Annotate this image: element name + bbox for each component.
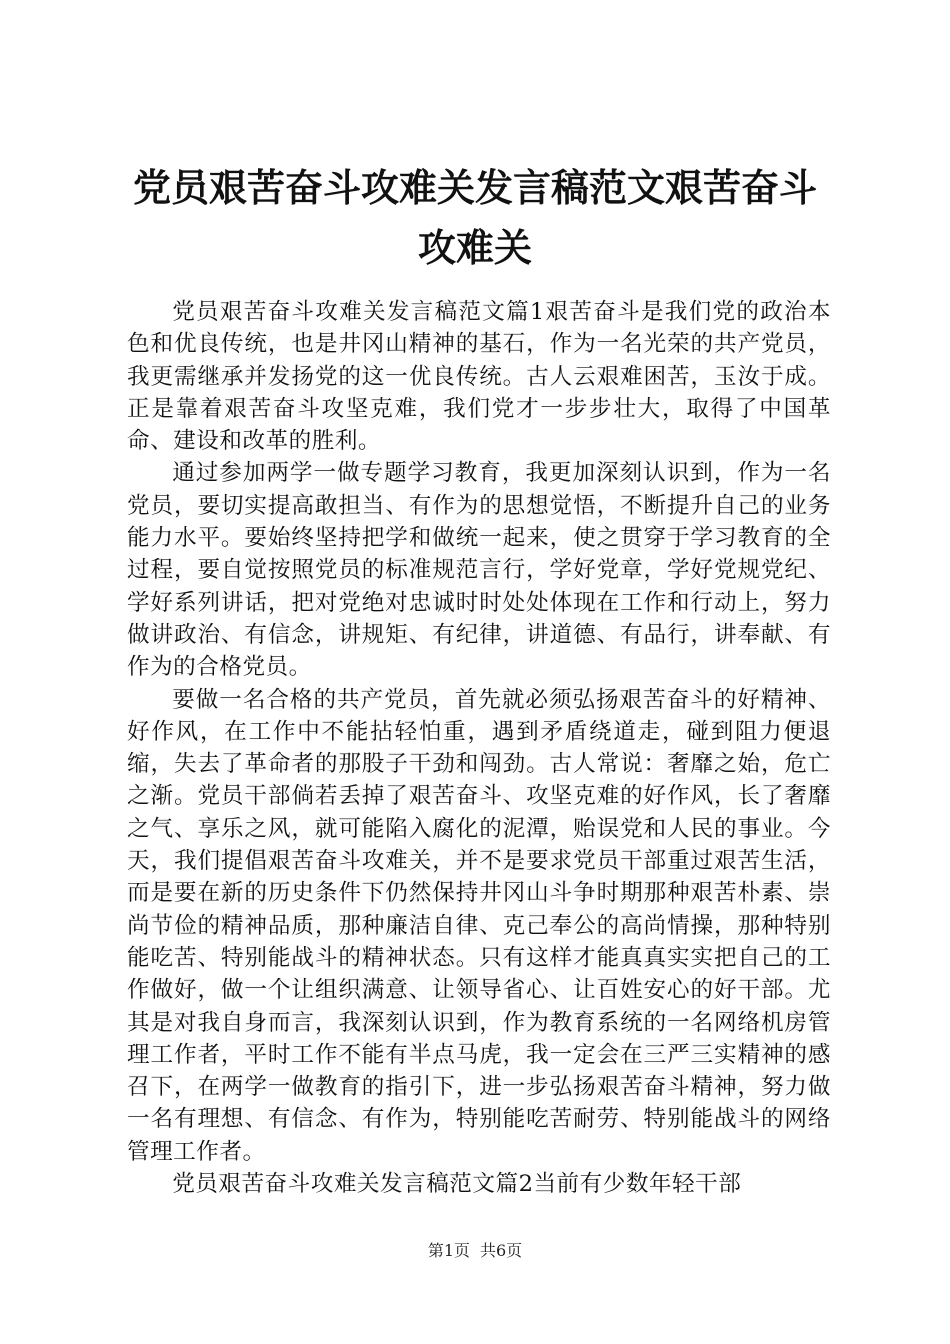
paragraph: 通过参加两学一做专题学习教育，我更加深刻认识到，作为一名党员，要切实提高敢担当、有作为的思想觉悟，不断提升自己的业务能力水平。要始终坚持把学和做统一起来，使之贯穿于学习教育的全过程，要自觉按照党员的标准规范言行，学好党章，学好党规党纪、学好系列讲话，把对党绝对忠诚时时处处体现在工作和行动上，努力做讲政治、有信念，讲规矩、有纪律，讲道德、有品行，讲奉献、有作为的合格党员。 xyxy=(127,460,831,681)
page-footer xyxy=(0,1239,950,1263)
document-body xyxy=(127,296,831,1200)
document-title: 党员艰苦奋斗攻难关发言稿范文艰苦奋斗攻难关 xyxy=(132,165,817,270)
page-number-current: 第1页 xyxy=(427,1241,470,1260)
paragraph: 要做一名合格的共产党员，首先就必须弘扬艰苦奋斗的好精神、好作风，在工作中不能拈轻怕重，遇到矛盾绕道走，碰到阻力便退缩，失去了革命者的那股子干劲和闯劲。古人常说：奢靡之始，危亡之渐。党员干部倘若丢掉了艰苦奋斗、攻坚克难的好作风，长了奢靡之气、享乐之风，就可能陷入腐化的泥潭，贻误党和人民的事业。今天，我们提倡艰苦奋斗攻难关，并不是要求党员干部重过艰苦生活，而是要在新的历史条件下仍然保持井冈山斗争时期那种艰苦朴素、崇尚节俭的精神品质，那种廉洁自律、克己奉公的高尚情操，那种特别能吃苦、特别能战斗的精神状态。只有这样才能真真实实把自己的工作做好，做一个让组织满意、让领导省心、让百姓安心的好干部。尤其是对我自身而言，我深刻认识到，作为教育系统的一名网络机房管理工作者，平时工作不能有半点马虎，我一定会在三严三实精神的感召下，在两学一做教育的指引下，进一步弘扬艰苦奋斗精神，努力做一名有理想、有信念、有作为，特别能吃苦耐劳、特别能战斗的网络管理工作者。 xyxy=(127,686,831,1165)
paragraph: 党员艰苦奋斗攻难关发言稿范文篇2当前有少数年轻干部 xyxy=(172,1171,742,1198)
page-number-total: 共6页 xyxy=(480,1241,523,1260)
paragraph: 党员艰苦奋斗攻难关发言稿范文篇1艰苦奋斗是我们党的政治本色和优良传统，也是井冈山精神的基石，作为一名光荣的共产党员，我更需继承并发扬党的这一优良传统。古人云艰难困苦，玉汝于成。正是靠着艰苦奋斗攻坚克难，我们党才一步步壮大，取得了中国革命、建设和改革的胜利。 xyxy=(127,299,831,455)
